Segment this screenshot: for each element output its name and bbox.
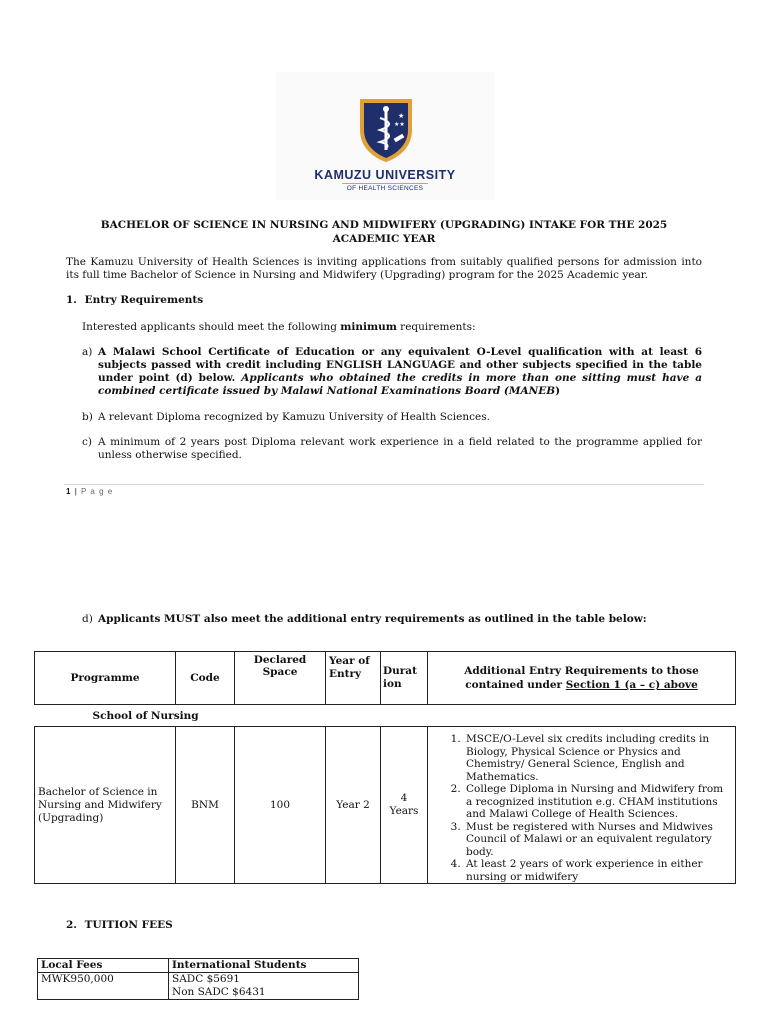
logo-divider	[342, 183, 428, 184]
header-year: Year of Entry	[326, 652, 381, 705]
list-item: 1. MSCE/O-Level six credits including credits in Biology, Physical Science or Physics and Chemistry/ General Science, English and Mathematics.	[464, 733, 731, 783]
header-space: Declared Space	[235, 652, 326, 705]
fees-table	[37, 958, 359, 1000]
list-item: 4. At least 2 years of work experience in either nursing or midwifery	[464, 858, 731, 883]
table-header-row	[35, 652, 736, 705]
cell-requirements	[428, 727, 736, 884]
table-row	[35, 727, 736, 884]
logo-name: KAMUZU UNIVERSITY	[314, 168, 456, 182]
fees-header-row	[38, 959, 359, 973]
logo-subname: OF HEALTH SCIENCES	[346, 185, 424, 192]
cell-programme: Bachelor of Science in Nursing and Midwifery (Upgrading)	[35, 727, 176, 884]
cell-duration: 4 Years	[381, 727, 428, 884]
section1-heading: 1. Entry Requirements	[66, 294, 204, 306]
school-row	[35, 705, 736, 727]
fees-local-header: Local Fees	[38, 959, 169, 973]
cell-year: Year 2	[326, 727, 381, 884]
cell-space: 100	[235, 727, 326, 884]
header-programme: Programme	[35, 652, 176, 705]
footer-divider	[64, 484, 704, 485]
req-d-text: Applicants MUST also meet the additional entry requirements as outlined in the table below:	[98, 613, 647, 625]
header-additional: Additional Entry Requirements to those contained under Section 1 (a – c) above	[428, 652, 736, 705]
req-b-text: A relevant Diploma recognized by Kamuzu University of Health Sciences.	[98, 411, 490, 423]
cell-code: BNM	[176, 727, 235, 884]
crest-icon	[356, 96, 416, 164]
programme-table	[34, 651, 736, 884]
req-c-text: A minimum of 2 years post Diploma relevant work experience in a field related to the programme applied for unless otherwise specified.	[98, 436, 702, 461]
table-row	[38, 973, 359, 1000]
list-item: 3. Must be registered with Nurses and Midwives Council of Malawi or an equivalent regulatory body.	[464, 821, 731, 859]
list-item: 2. College Diploma in Nursing and Midwifery from a recognized institution e.g. CHAM institutions and Malawi College of Health Sciences.	[464, 783, 731, 821]
interested-text: Interested applicants should meet the following minimum requirements:	[82, 321, 476, 333]
req-d-marker: d)	[82, 613, 93, 625]
fees-intl-header: International Students	[169, 959, 359, 973]
fees-intl-values: SADC $5691 Non SADC $6431	[169, 973, 359, 1000]
intro-paragraph: The Kamuzu University of Health Sciences is inviting applications from suitably qualified persons for admission into its full time Bachelor of Science in Nursing and Midwifery (Upgrading) program for the 2025 Academic year.	[66, 256, 702, 281]
fees-local-value: MWK950,000	[38, 973, 169, 1000]
req-a-text: A Malawi School Certificate of Education or any equivalent O-Level qualification with at least 6 subjects passed with credit including ENGLISH LANGUAGE and other subjects specified in the table under point (d) below. Applicants who obtained the credits in more than one sitting must have a combined certificate issued by Malawi National Examinations Board (MANEB)	[98, 346, 702, 397]
req-c-marker: c)	[82, 436, 92, 448]
page-number: 1 | P a g e	[66, 487, 114, 496]
header-duration: Durat ion	[381, 652, 428, 705]
page-title: BACHELOR OF SCIENCE IN NURSING AND MIDWIFERY (UPGRADING) INTAKE FOR THE 2025 ACADEMIC YEAR	[100, 219, 668, 245]
school-label: School of Nursing	[35, 705, 736, 727]
section2-heading: 2. TUITION FEES	[66, 919, 173, 931]
requirements-list	[428, 733, 731, 883]
svg-text:★: ★	[398, 112, 405, 120]
svg-text:★★: ★★	[394, 121, 405, 128]
university-logo	[276, 72, 494, 200]
req-b-marker: b)	[82, 411, 93, 423]
header-code: Code	[176, 652, 235, 705]
req-a-marker: a)	[82, 346, 93, 358]
